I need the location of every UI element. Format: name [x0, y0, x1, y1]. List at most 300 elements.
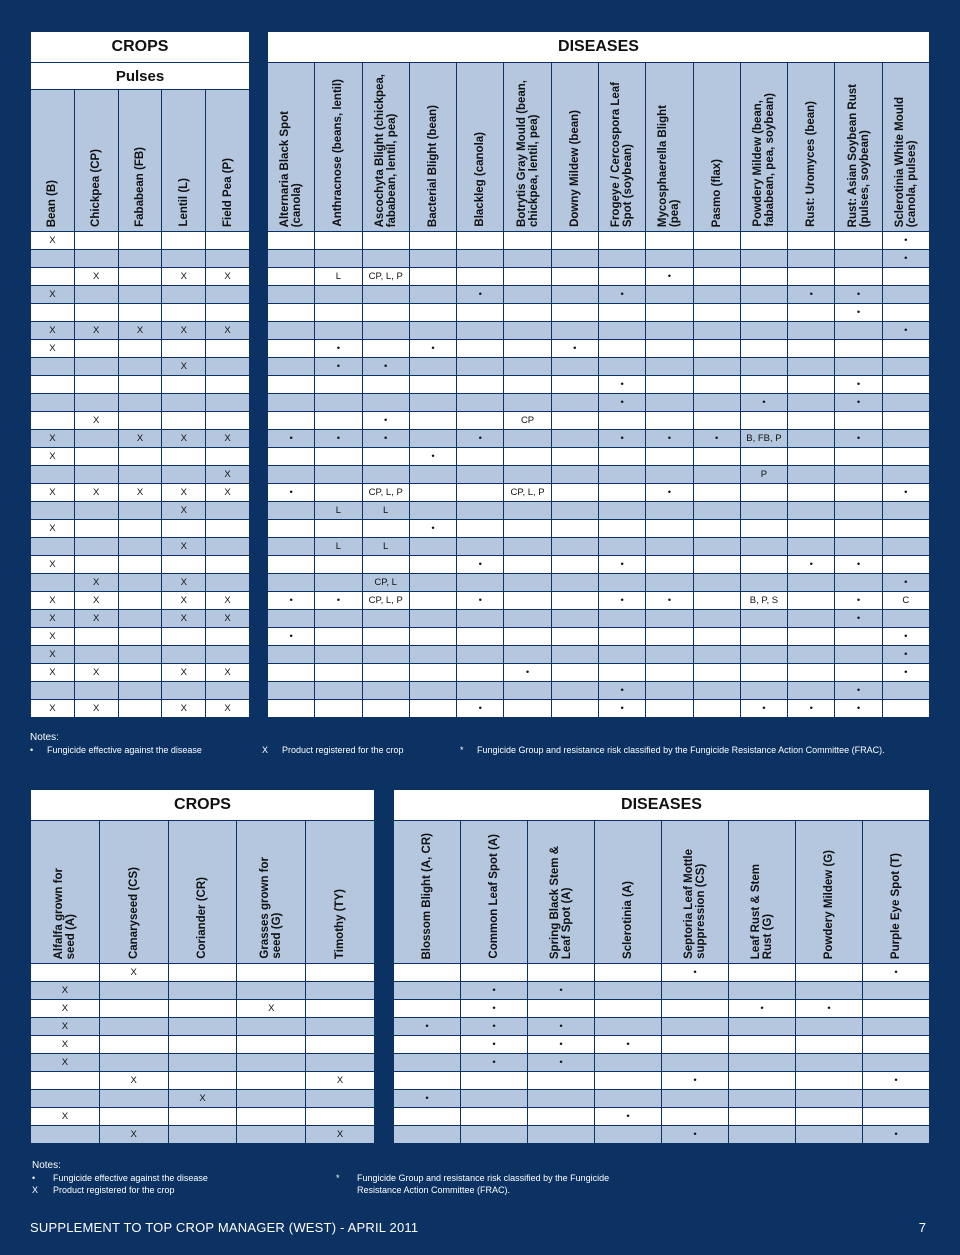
- table-row: [31, 538, 250, 556]
- top-crop-cell: [206, 358, 250, 376]
- top-disease-cell: [409, 484, 456, 502]
- top-disease-cell: •: [788, 286, 835, 304]
- top-crop-cell: X: [118, 430, 162, 448]
- bottom-disease-cell: [863, 982, 930, 1000]
- note-fungicide-text: Fungicide effective against the disease: [47, 745, 202, 755]
- top-disease-cell: •: [551, 340, 598, 358]
- top-disease-cell: [409, 592, 456, 610]
- bottom-disease-header-label: Leaf Rust & Stem Rust (G): [750, 863, 774, 959]
- top-disease-cell: [457, 322, 504, 340]
- top-crop-cell: [118, 358, 162, 376]
- top-disease-cell: [693, 268, 740, 286]
- top-disease-header-label: Rust: Asian Soybean Rust (pulses, soybean): [846, 83, 871, 227]
- top-disease-cell: [882, 304, 929, 322]
- top-disease-cell: [504, 520, 551, 538]
- top-disease-cell: [409, 430, 456, 448]
- top-disease-cell: [268, 322, 315, 340]
- top-disease-cell: [315, 286, 362, 304]
- note-frac-text: Fungicide Group and resistance risk classified by the Fungicide Resistance Action Committee (FRAC).: [477, 745, 885, 755]
- top-disease-cell: [646, 394, 693, 412]
- bottom-crop-cell: X: [31, 1108, 100, 1126]
- top-disease-cell: [268, 448, 315, 466]
- bottom-disease-header-3: [595, 821, 662, 964]
- top-disease-cell: [268, 358, 315, 376]
- top-crop-cell: [31, 412, 75, 430]
- bottom-crop-cell: [306, 1000, 375, 1018]
- top-disease-cell: [268, 682, 315, 700]
- bottom-crop-cell: X: [99, 964, 168, 982]
- top-disease-cell: [504, 538, 551, 556]
- top-disease-cell: [693, 394, 740, 412]
- top-disease-cell: [504, 250, 551, 268]
- bottom-disease-cell: [729, 982, 796, 1000]
- top-crop-cell: [31, 574, 75, 592]
- top-disease-cell: [740, 664, 787, 682]
- top-disease-cell: [598, 250, 645, 268]
- top-disease-cell: [268, 304, 315, 322]
- top-crop-cell: [74, 286, 118, 304]
- top-crop-cell: [118, 682, 162, 700]
- top-disease-cell: [882, 448, 929, 466]
- table-row: [268, 592, 930, 610]
- top-crop-cell: X: [162, 592, 206, 610]
- top-crop-cell: X: [118, 322, 162, 340]
- bottom-disease-cell: [662, 1000, 729, 1018]
- bottom-disease-cell: [528, 1108, 595, 1126]
- top-crop-cell: [118, 376, 162, 394]
- top-crop-cell: X: [162, 322, 206, 340]
- top-disease-cell: [315, 394, 362, 412]
- top-disease-cell: [315, 574, 362, 592]
- bottom-disease-cell: [461, 1108, 528, 1126]
- bottom-disease-header-label: Common Leaf Spot (A): [488, 834, 500, 959]
- table-row: [268, 358, 930, 376]
- top-disease-cell: [362, 394, 409, 412]
- top-crop-cell: X: [31, 430, 75, 448]
- top-disease-cell: [551, 322, 598, 340]
- top-disease-header-12: [835, 63, 882, 232]
- top-crop-cell: X: [206, 268, 250, 286]
- top-disease-cell: •: [268, 628, 315, 646]
- top-crop-cell: X: [31, 664, 75, 682]
- table-row: [268, 286, 930, 304]
- top-disease-cell: •: [598, 556, 645, 574]
- top-crop-cell: [31, 304, 75, 322]
- top-disease-cell: [740, 286, 787, 304]
- top-crop-cell: X: [31, 232, 75, 250]
- top-disease-cell: [409, 286, 456, 304]
- top-disease-header-13: [882, 63, 929, 232]
- table-row: [268, 646, 930, 664]
- top-disease-cell: [693, 628, 740, 646]
- top-disease-cell: [551, 700, 598, 718]
- top-crop-cell: [74, 304, 118, 322]
- bottom-disease-header-label: Blossom Blight (A, CR): [421, 832, 433, 959]
- table-row: [394, 1018, 930, 1036]
- table-row: [31, 1018, 375, 1036]
- bottom-crop-cell: [168, 1018, 237, 1036]
- top-disease-cell: •: [882, 664, 929, 682]
- top-disease-cell: [268, 574, 315, 592]
- bottom-crop-cell: [31, 1090, 100, 1108]
- note-product-text: Product registered for the crop: [282, 745, 404, 755]
- top-disease-cell: •: [315, 592, 362, 610]
- bottom-disease-cell: [796, 982, 863, 1000]
- top-disease-cell: [457, 358, 504, 376]
- bottom-crop-cell: X: [168, 1090, 237, 1108]
- top-disease-cell: [882, 556, 929, 574]
- top-disease-cell: [409, 412, 456, 430]
- top-crop-cell: X: [31, 556, 75, 574]
- top-crop-cell: [74, 340, 118, 358]
- top-disease-cell: [409, 664, 456, 682]
- note-star-symbol: *: [460, 745, 464, 755]
- bottom-notes: [32, 1160, 932, 1209]
- top-crop-cell: [206, 304, 250, 322]
- top-disease-cell: [788, 376, 835, 394]
- bottom-note-star-symbol: *: [336, 1173, 340, 1183]
- top-disease-cell: [882, 340, 929, 358]
- top-disease-cell: [882, 466, 929, 484]
- top-disease-cell: •: [835, 592, 882, 610]
- bottom-disease-cell: [394, 1000, 461, 1018]
- top-disease-cell: [693, 664, 740, 682]
- top-disease-cell: [835, 448, 882, 466]
- top-disease-cell: [315, 250, 362, 268]
- top-crop-cell: [74, 646, 118, 664]
- top-disease-cell: [646, 574, 693, 592]
- bottom-crop-cell: X: [31, 1054, 100, 1072]
- top-disease-cell: [835, 520, 882, 538]
- top-disease-cell: •: [835, 394, 882, 412]
- table-row: [31, 376, 250, 394]
- top-disease-cell: [457, 250, 504, 268]
- top-disease-cell: •: [598, 592, 645, 610]
- top-disease-cell: [551, 430, 598, 448]
- top-disease-cell: [693, 376, 740, 394]
- top-disease-cell: [268, 466, 315, 484]
- bottom-disease-cell: [394, 982, 461, 1000]
- top-crop-header-3: [162, 90, 206, 232]
- table-row: [31, 1126, 375, 1144]
- bottom-disease-cell: •: [863, 1126, 930, 1144]
- top-disease-cell: •: [598, 376, 645, 394]
- top-crop-cell: X: [31, 646, 75, 664]
- bottom-disease-cell: [729, 1126, 796, 1144]
- top-disease-cell: [504, 628, 551, 646]
- bottom-disease-cell: [796, 1108, 863, 1126]
- bottom-disease-cell: [796, 1126, 863, 1144]
- bottom-crop-cell: [31, 964, 100, 982]
- bottom-crop-cell: [168, 1036, 237, 1054]
- top-crop-cell: X: [31, 520, 75, 538]
- bottom-crops-table: [30, 789, 375, 1144]
- top-disease-cell: [693, 304, 740, 322]
- top-disease-cell: C: [882, 592, 929, 610]
- top-disease-cell: [504, 376, 551, 394]
- top-disease-cell: •: [693, 430, 740, 448]
- bottom-disease-cell: •: [528, 1054, 595, 1072]
- top-disease-cell: [457, 502, 504, 520]
- top-disease-cell: [409, 682, 456, 700]
- top-crop-cell: [162, 304, 206, 322]
- top-disease-cell: CP: [504, 412, 551, 430]
- bottom-disease-cell: •: [662, 964, 729, 982]
- top-disease-header-4: [457, 63, 504, 232]
- bottom-disease-cell: •: [461, 1054, 528, 1072]
- table-row: [31, 232, 250, 250]
- page-number: 7: [918, 1220, 926, 1235]
- top-disease-header-0: [268, 63, 315, 232]
- bottom-crop-header-label: Grasses grown for seed (G): [259, 857, 284, 959]
- top-disease-header-6: [551, 63, 598, 232]
- top-disease-cell: [457, 538, 504, 556]
- bottom-crop-header-label: Canaryseed (CS): [127, 866, 140, 959]
- top-disease-cell: [740, 610, 787, 628]
- top-disease-header-5: [504, 63, 551, 232]
- bottom-disease-cell: [796, 1054, 863, 1072]
- top-disease-cell: [504, 592, 551, 610]
- bottom-crop-cell: [99, 982, 168, 1000]
- top-disease-cell: [788, 394, 835, 412]
- table-row: [394, 964, 930, 982]
- top-disease-cell: [457, 340, 504, 358]
- top-disease-cell: [646, 250, 693, 268]
- top-crop-cell: [206, 286, 250, 304]
- top-disease-cell: [362, 322, 409, 340]
- table-row: [31, 700, 250, 718]
- bottom-disease-cell: [796, 1072, 863, 1090]
- table-row: [31, 250, 250, 268]
- top-disease-cell: [551, 592, 598, 610]
- top-notes: [30, 732, 930, 759]
- top-crop-cell: [206, 556, 250, 574]
- top-disease-cell: [409, 376, 456, 394]
- bottom-disease-cell: [461, 1090, 528, 1108]
- top-disease-cell: [882, 682, 929, 700]
- bottom-disease-cell: [863, 1000, 930, 1018]
- bottom-crop-cell: [99, 1054, 168, 1072]
- top-disease-header-1: [315, 63, 362, 232]
- top-disease-cell: [740, 646, 787, 664]
- top-crop-cell: X: [162, 574, 206, 592]
- top-disease-cell: [646, 700, 693, 718]
- top-disease-cell: B, P, S: [740, 592, 787, 610]
- bottom-disease-cell: •: [729, 1000, 796, 1018]
- top-disease-cell: [788, 268, 835, 286]
- top-crop-cell: X: [74, 574, 118, 592]
- table-row: [268, 340, 930, 358]
- top-disease-cell: [315, 484, 362, 502]
- bottom-disease-cell: [662, 1036, 729, 1054]
- top-disease-cell: [835, 268, 882, 286]
- top-disease-header-8: [646, 63, 693, 232]
- bottom-crop-cell: [237, 1036, 306, 1054]
- top-disease-cell: [788, 430, 835, 448]
- top-disease-cell: [693, 538, 740, 556]
- bottom-disease-cell: [394, 1036, 461, 1054]
- bottom-crop-cell: [306, 1054, 375, 1072]
- bottom-crop-cell: X: [99, 1072, 168, 1090]
- bottom-crop-cell: X: [31, 1018, 100, 1036]
- top-crop-cell: X: [31, 448, 75, 466]
- top-disease-cell: •: [882, 574, 929, 592]
- top-disease-cell: [315, 664, 362, 682]
- bottom-crop-cell: [99, 1108, 168, 1126]
- bottom-crop-cell: X: [31, 982, 100, 1000]
- bottom-note-frac-text-1: Fungicide Group and resistance risk classified by the Fungicide: [357, 1173, 610, 1183]
- top-crop-cell: X: [31, 610, 75, 628]
- bottom-disease-cell: [796, 1018, 863, 1036]
- top-crop-cell: [162, 466, 206, 484]
- top-crop-cell: [118, 232, 162, 250]
- top-disease-cell: [362, 448, 409, 466]
- top-disease-cell: [409, 268, 456, 286]
- bottom-disease-cell: [863, 1090, 930, 1108]
- top-disease-cell: •: [788, 700, 835, 718]
- top-disease-cell: •: [598, 286, 645, 304]
- top-crop-cell: [74, 232, 118, 250]
- top-crop-cell: X: [74, 700, 118, 718]
- top-disease-cell: CP, L: [362, 574, 409, 592]
- table-row: [268, 304, 930, 322]
- top-crop-cell: X: [74, 484, 118, 502]
- top-disease-cell: [740, 268, 787, 286]
- top-disease-cell: [268, 394, 315, 412]
- top-disease-cell: [551, 646, 598, 664]
- top-crop-cell: [162, 646, 206, 664]
- top-crop-cell: [118, 520, 162, 538]
- table-row: [394, 1108, 930, 1126]
- top-disease-cell: [362, 466, 409, 484]
- top-disease-cell: [268, 646, 315, 664]
- top-disease-cell: [598, 664, 645, 682]
- top-crop-cell: [206, 574, 250, 592]
- top-disease-cell: •: [268, 484, 315, 502]
- top-disease-cell: •: [835, 700, 882, 718]
- top-disease-cell: [504, 466, 551, 484]
- table-row: [268, 250, 930, 268]
- top-disease-cell: [788, 304, 835, 322]
- top-disease-cell: [693, 358, 740, 376]
- bottom-disease-cell: [461, 1072, 528, 1090]
- bottom-crop-cell: [168, 982, 237, 1000]
- top-disease-cell: [693, 340, 740, 358]
- top-disease-cell: P: [740, 466, 787, 484]
- top-disease-cell: [740, 520, 787, 538]
- bottom-disease-header-4: [662, 821, 729, 964]
- bottom-disease-cell: [662, 982, 729, 1000]
- top-disease-cell: [693, 592, 740, 610]
- top-disease-cell: [646, 286, 693, 304]
- bottom-crop-cell: [237, 964, 306, 982]
- bottom-disease-header-label: Spring Black Stem & Leaf Spot (A): [549, 845, 573, 959]
- top-disease-cell: •: [835, 304, 882, 322]
- top-disease-cell: [504, 322, 551, 340]
- top-crop-cell: X: [31, 628, 75, 646]
- top-disease-cell: [457, 682, 504, 700]
- top-disease-cell: [551, 610, 598, 628]
- top-crop-cell: [162, 376, 206, 394]
- top-disease-cell: •: [504, 664, 551, 682]
- bottom-disease-header-5: [729, 821, 796, 964]
- top-disease-cell: L: [315, 502, 362, 520]
- top-disease-header-label: Anthracnose (beans, lentil): [332, 79, 345, 227]
- table-row: [394, 982, 930, 1000]
- top-disease-cell: [598, 448, 645, 466]
- top-disease-cell: [598, 610, 645, 628]
- top-disease-cell: [457, 376, 504, 394]
- bottom-crop-header-label: Alfalfa grown for seed (A): [52, 867, 77, 959]
- top-disease-cell: •: [835, 556, 882, 574]
- top-disease-cell: [457, 304, 504, 322]
- top-disease-cell: [315, 412, 362, 430]
- bottom-crop-cell: [237, 1108, 306, 1126]
- table-row: [268, 538, 930, 556]
- top-crop-header-label: Bean (B): [46, 179, 59, 227]
- bottom-crop-cell: [237, 1090, 306, 1108]
- bottom-crop-cell: X: [31, 1000, 100, 1018]
- bottom-disease-cell: •: [595, 1036, 662, 1054]
- bottom-disease-header-0: [394, 821, 461, 964]
- table-row: [31, 484, 250, 502]
- bottom-crop-cell: [237, 982, 306, 1000]
- top-disease-cell: •: [835, 286, 882, 304]
- top-disease-cell: [788, 358, 835, 376]
- bottom-crop-cell: X: [99, 1126, 168, 1144]
- top-disease-cell: [551, 250, 598, 268]
- top-crop-cell: [118, 538, 162, 556]
- top-disease-cell: [882, 286, 929, 304]
- top-crop-cell: [118, 340, 162, 358]
- top-disease-cell: [835, 250, 882, 268]
- top-disease-cell: [504, 304, 551, 322]
- top-disease-cell: •: [315, 340, 362, 358]
- top-crop-cell: [74, 502, 118, 520]
- top-disease-cell: [788, 538, 835, 556]
- top-disease-cell: •: [882, 646, 929, 664]
- top-disease-cell: [362, 664, 409, 682]
- top-disease-cell: [740, 232, 787, 250]
- top-disease-cell: [268, 502, 315, 520]
- table-row: [31, 682, 250, 700]
- top-crop-cell: X: [206, 484, 250, 502]
- top-disease-cell: •: [598, 394, 645, 412]
- top-disease-cell: [268, 664, 315, 682]
- bottom-note-bullet-symbol: •: [32, 1173, 36, 1183]
- bottom-disease-cell: •: [528, 982, 595, 1000]
- top-disease-cell: •: [740, 394, 787, 412]
- top-disease-cell: [551, 304, 598, 322]
- table-row: [394, 1036, 930, 1054]
- table-row: [31, 268, 250, 286]
- top-crop-cell: [206, 538, 250, 556]
- top-crop-cell: [31, 502, 75, 520]
- table-row: [268, 376, 930, 394]
- top-disease-cell: [504, 286, 551, 304]
- top-disease-cell: •: [457, 700, 504, 718]
- top-crop-cell: X: [162, 430, 206, 448]
- top-disease-cell: •: [882, 232, 929, 250]
- top-crop-cell: X: [31, 484, 75, 502]
- bottom-diseases-title: DISEASES: [394, 790, 930, 821]
- top-disease-cell: [268, 268, 315, 286]
- top-disease-cell: •: [646, 592, 693, 610]
- bottom-disease-cell: [394, 1072, 461, 1090]
- top-disease-cell: •: [409, 520, 456, 538]
- table-row: [31, 502, 250, 520]
- bottom-disease-cell: •: [528, 1036, 595, 1054]
